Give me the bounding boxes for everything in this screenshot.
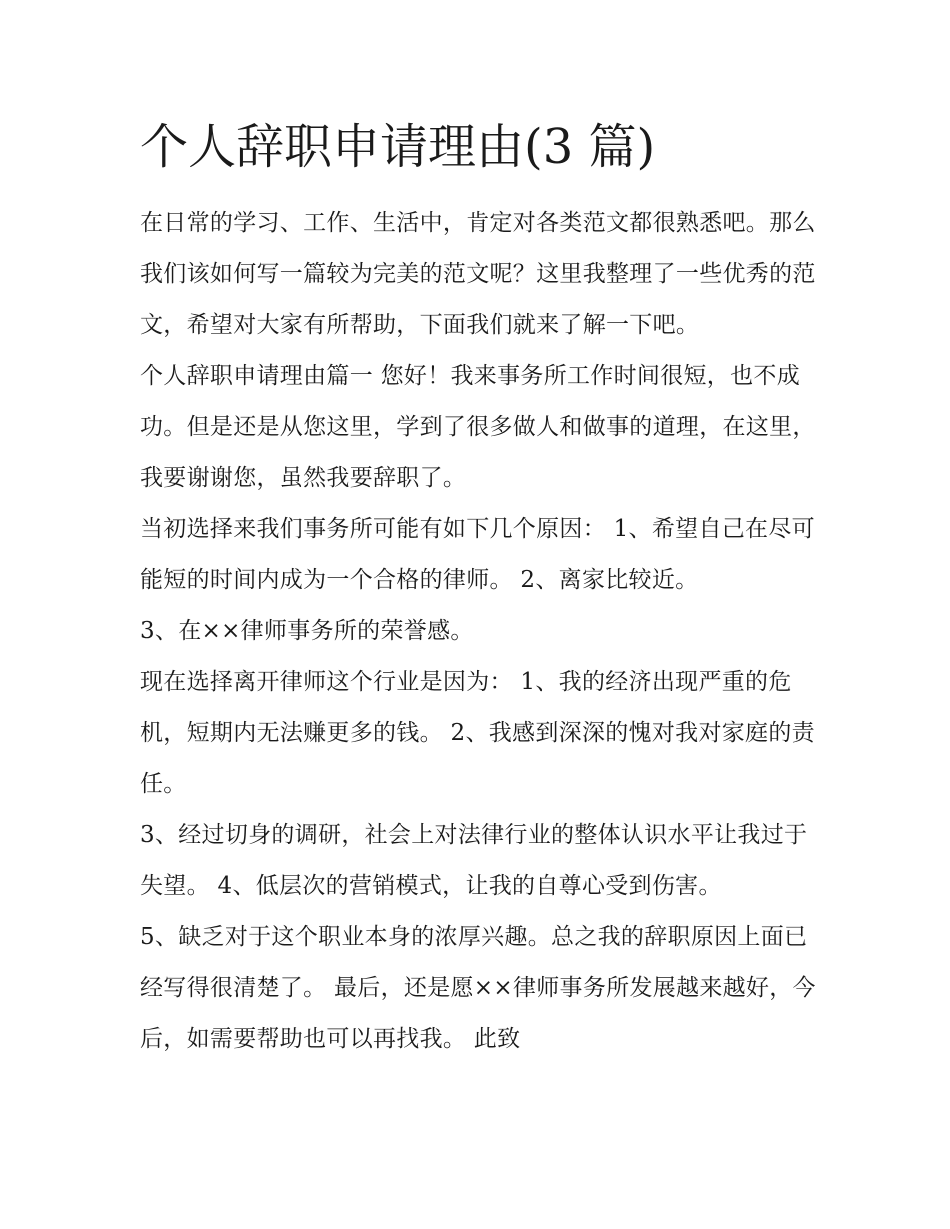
- letter-opening-paragraph: 个人辞职申请理由篇一 您好！我来事务所工作时间很短，也不成功。但是还是从您这里，学到了很多做人和做事的道理，在这里，我要谢谢您，虽然我要辞职了。: [140, 363, 816, 491]
- reasons-joining-item-3: 3、在××律师事务所的荣誉感。: [140, 618, 474, 644]
- intro-paragraph: 在日常的学习、工作、生活中，肯定对各类范文都很熟悉吧。那么我们该如何写一篇较为完美的范文呢？这里我整理了一些优秀的范文，希望对大家有所帮助，下面我们就来了解一下吧。: [140, 210, 816, 338]
- document-title: 个人辞职申请理由(3 篇): [140, 119, 656, 175]
- reasons-leaving-items-3-4: 3、经过切身的调研，社会上对法律行业的整体认识水平让我过于失望。 4、低层次的营销模式，让我的自尊心受到伤害。: [140, 822, 808, 899]
- reasons-leaving-paragraph: 现在选择离开律师这个行业是因为： 1、我的经济出现严重的危机，短期内无法赚更多的钱。 2、我感到深深的愧对我对家庭的责任。: [140, 669, 815, 797]
- reasons-joining-paragraph: 当初选择来我们事务所可能有如下几个原因： 1、希望自己在尽可能短的时间内成为一个合格的律师。 2、离家比较近。: [140, 516, 815, 593]
- document-page: [140, 114, 820, 1065]
- closing-paragraph: 5、缺乏对于这个职业本身的浓厚兴趣。总之我的辞职原因上面已经写得很清楚了。 最后，还是愿××律师事务所发展越来越好，今后，如需要帮助也可以再找我。 此致: [140, 924, 816, 1052]
